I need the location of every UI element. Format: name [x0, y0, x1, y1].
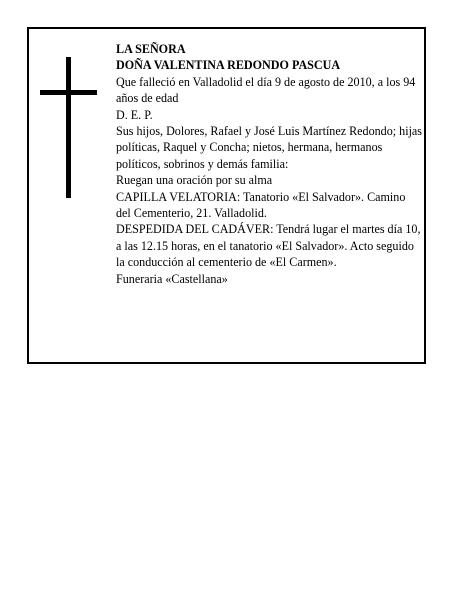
prayer-request: Ruegan una oración por su alma	[116, 173, 273, 188]
funeral-home: Funeraria «Castellana»	[116, 271, 228, 286]
wake-chapel: CAPILLA VELATORIA: Tanatorio «El Salvador». Camino del Cementerio, 21. Valladolid.	[116, 189, 406, 221]
cross-horizontal-bar	[40, 90, 97, 95]
latin-cross-icon	[40, 57, 97, 198]
death-details: Que falleció en Valladolid el día 9 de agosto de 2010, a los 94 años de edad	[116, 74, 416, 106]
obituary-title: LA SEÑORA	[116, 42, 186, 56]
deceased-name: DOÑA VALENTINA REDONDO PASCUA	[116, 58, 341, 73]
obituary-text	[116, 41, 422, 287]
family-members: Sus hijos, Dolores, Rafael y José Luis Martínez Redondo; hijas políticas, Raquel y Concha; nietos, hermana, hermanos políticos, sobrinos y demás familia:	[116, 124, 422, 171]
funeral-farewell: DESPEDIDA DEL CADÁVER: Tendrá lugar el martes día 10, a las 12.15 horas, en el tanatorio «El Salvador». Acto seguido la conducción al cementerio de «El Carmen».	[116, 222, 421, 270]
rest-in-peace: D. E. P.	[116, 107, 153, 122]
obituary-notice	[27, 27, 426, 364]
cross-vertical-bar	[66, 57, 71, 198]
